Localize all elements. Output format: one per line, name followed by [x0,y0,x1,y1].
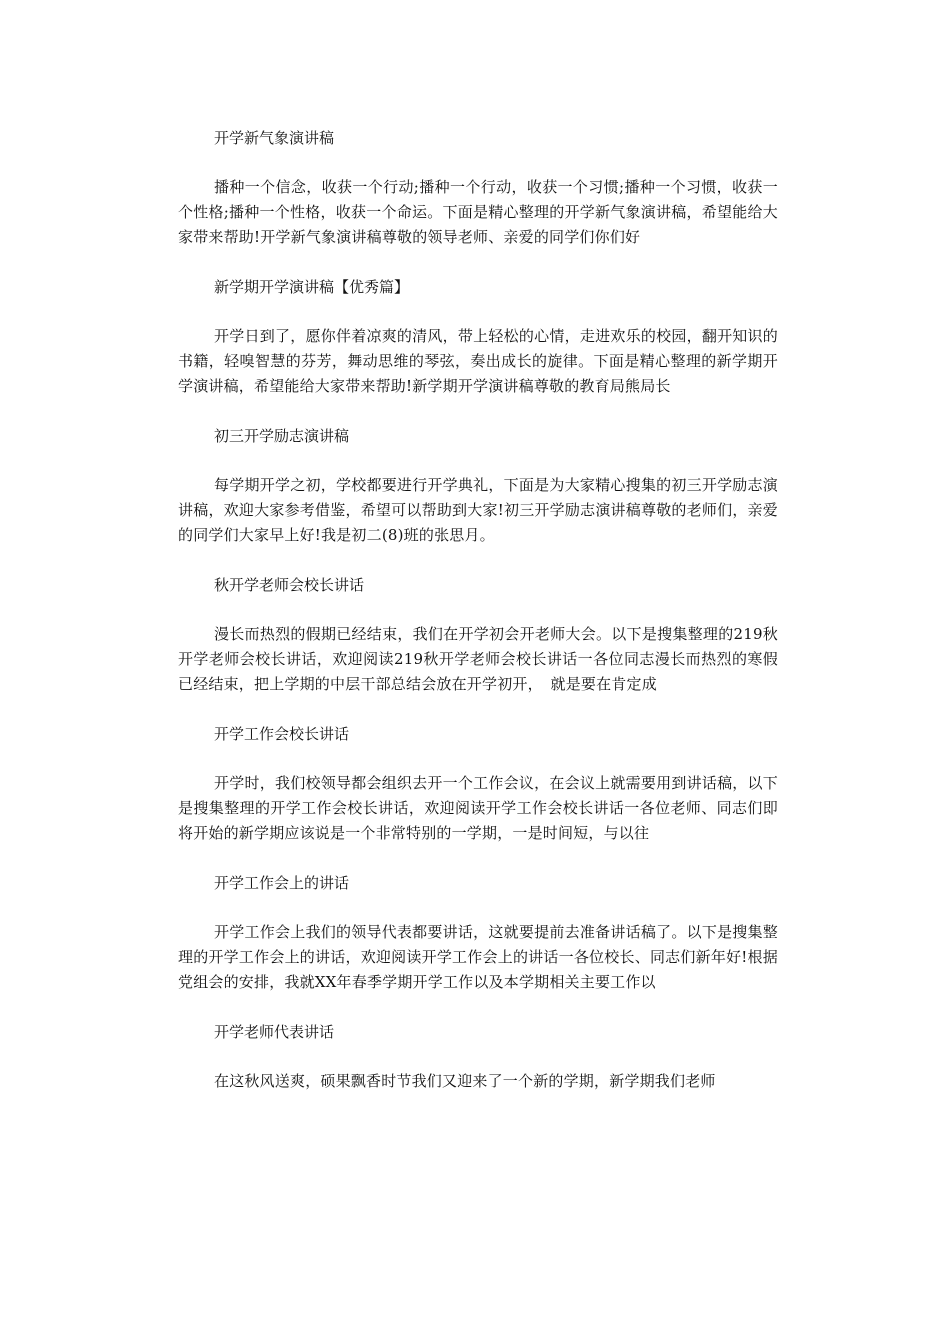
section-paragraph: 播种一个信念，收获一个行动;播种一个行动，收获一个习惯;播种一个习惯，收获一个性格;播种一个性格，收获一个命运。下面是精心整理的开学新气象演讲稿，希望能给大家带来帮助!开学新气象演讲稿尊敬的领导老师、亲爱的同学们你们好 [178,178,778,246]
section-heading: 开学新气象演讲稿 [214,129,335,147]
section-heading: 开学工作会上的讲话 [214,874,350,892]
section-paragraph: 漫长而热烈的假期已经结束，我们在开学初会开老师大会。以下是搜集整理的219秋开学老师会校长讲话，欢迎阅读219秋开学老师会校长讲话一各位同志漫长而热烈的寒假已经结束，把上学期的中层干部总结会放在开学初开， 就是要在肯定成 [178,625,778,693]
section-paragraph: 开学工作会上我们的领导代表都要讲话，这就要提前去准备讲话稿了。以下是搜集整理的开学工作会上的讲话，欢迎阅读开学工作会上的讲话一各位校长、同志们新年好!根据党组会的安排，我就XX年春季学期开学工作以及本学期相关主要工作以 [178,923,778,991]
section-paragraph: 开学日到了，愿你伴着凉爽的清风，带上轻松的心情，走进欢乐的校园，翻开知识的书籍，轻嗅智慧的芬芳，舞动思维的琴弦，奏出成长的旋律。下面是精心整理的新学期开学演讲稿，希望能给大家带来帮助!新学期开学演讲稿尊敬的教育局熊局长 [178,327,778,395]
document-body [178,126,778,1094]
section-paragraph: 开学时，我们校领导都会组织去开一个工作会议，在会议上就需要用到讲话稿，以下是搜集整理的开学工作会校长讲话，欢迎阅读开学工作会校长讲话一各位老师、同志们即将开始的新学期应该说是一个非常特别的一学期，一是时间短，与以往 [178,774,778,842]
section-heading: 初三开学励志演讲稿 [214,427,350,445]
section-paragraph: 在这秋风送爽，硕果飘香时节我们又迎来了一个新的学期，新学期我们老师 [214,1072,716,1090]
section-heading: 开学老师代表讲话 [214,1023,335,1041]
section-paragraph: 每学期开学之初，学校都要进行开学典礼，下面是为大家精心搜集的初三开学励志演讲稿，欢迎大家参考借鉴，希望可以帮助到大家!初三开学励志演讲稿尊敬的老师们，亲爱的同学们大家早上好!我是初二(8)班的张思月。 [178,476,778,544]
section-heading: 开学工作会校长讲话 [214,725,350,743]
section-heading: 新学期开学演讲稿【优秀篇】 [214,278,410,296]
section-heading: 秋开学老师会校长讲话 [214,576,365,594]
